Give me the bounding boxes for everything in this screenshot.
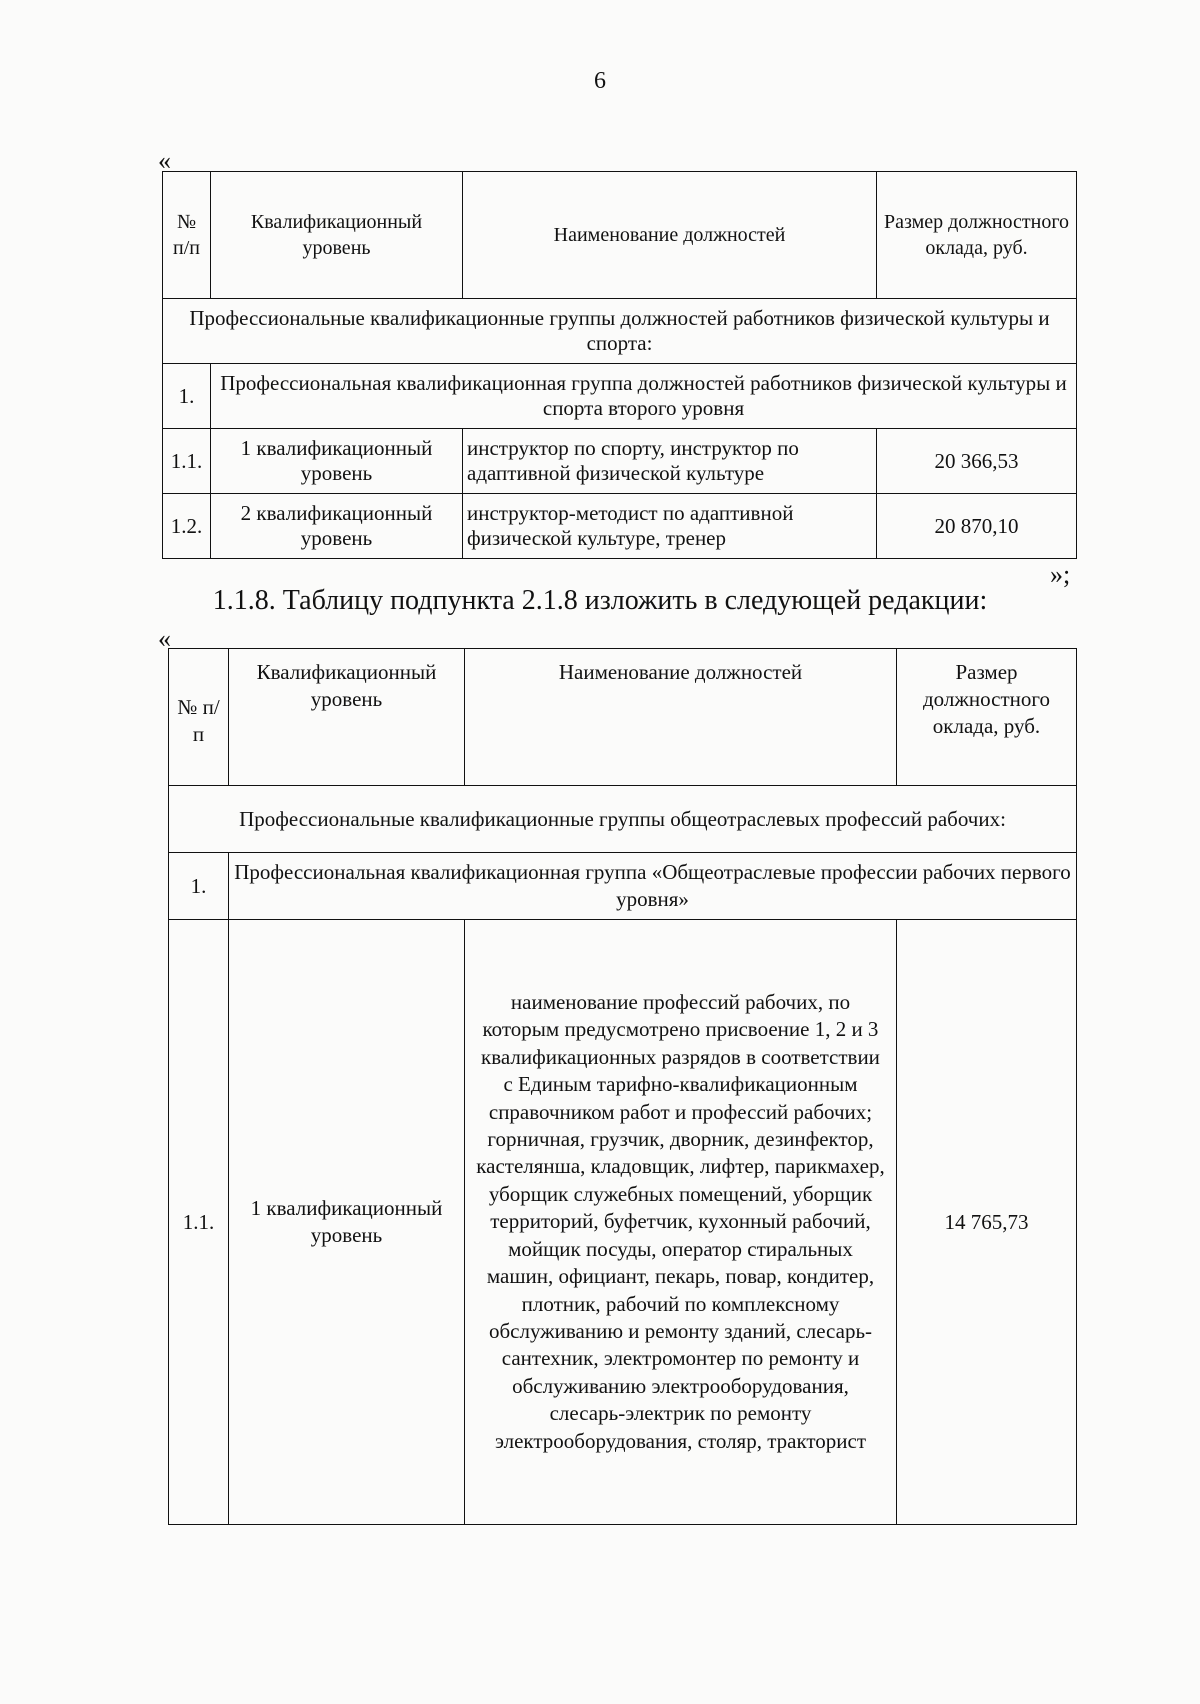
header-num: № п/п: [169, 649, 229, 786]
table-row: [169, 920, 1077, 1525]
subgroup-row: [163, 364, 1077, 429]
header-positions: Наименование должностей: [463, 172, 877, 299]
group-row: [169, 786, 1077, 853]
page-number: 6: [594, 68, 606, 94]
open-quote-2: «: [158, 624, 171, 653]
row-level: 2 квалификационный уровень: [211, 494, 463, 559]
row-positions: инструктор по спорту, инструктор по адаптивной физической культуре: [463, 429, 877, 494]
header-level: Квалификационный уровень: [211, 172, 463, 299]
subgroup-row: [169, 853, 1077, 920]
group-title: Профессиональные квалификационные группы должностей работников физической культуры и спорта:: [163, 299, 1077, 364]
group-title: Профессиональные квалификационные группы общеотраслевых профессий рабочих:: [169, 786, 1077, 853]
subgroup-num: 1.: [169, 853, 229, 920]
header-positions: Наименование должностей: [465, 649, 897, 786]
group-row: [163, 299, 1077, 364]
header-level: Квалификационный уровень: [229, 649, 465, 786]
open-quote-1: «: [158, 146, 171, 175]
row-num: 1.1.: [163, 429, 211, 494]
row-positions: наименование профессий рабочих, по которым предусмотрено присвоение 1, 2 и 3 квалификационных разрядов в соответствии с Единым тарифно-квалификационным справочником работ и профессий рабочих; горничная, грузчик, дворник, дезинфектор, кастелянша, кладовщик, лифтер, парикмахер, уборщик служебных помещений, уборщик территорий, буфетчик, кухонный рабочий, мойщик посуды, оператор стиральных машин, официант, пекарь, повар, кондитер, плотник, рабочий по комплексному обслуживанию и ремонту зданий, слесарь-сантехник, электромонтер по ремонту и обслуживанию электрооборудования, слесарь-электрик по ремонту электрооборудования, столяр, тракторист: [465, 920, 897, 1525]
row-salary: 20 870,10: [877, 494, 1077, 559]
table-header-row: [169, 649, 1077, 786]
row-positions: инструктор-методист по адаптивной физической культуре, тренер: [463, 494, 877, 559]
row-num: 1.1.: [169, 920, 229, 1525]
row-salary: 14 765,73: [897, 920, 1077, 1525]
subgroup-title: Профессиональная квалификационная группа должностей работников физической культуры и спорта второго уровня: [211, 364, 1077, 429]
table-header-row: [163, 172, 1077, 299]
row-salary: 20 366,53: [877, 429, 1077, 494]
table-pe-positions: [162, 171, 1077, 559]
table-row: [163, 429, 1077, 494]
close-quote: »;: [1050, 560, 1071, 589]
subgroup-title: Профессиональная квалификационная группа «Общеотраслевые профессии рабочих первого уровня»: [229, 853, 1077, 920]
row-level: 1 квалификационный уровень: [211, 429, 463, 494]
header-salary: Размер должностного оклада, руб.: [877, 172, 1077, 299]
row-level: 1 квалификационный уровень: [229, 920, 465, 1525]
header-salary: Размер должностного оклада, руб.: [897, 649, 1077, 786]
header-num: № п/п: [163, 172, 211, 299]
table-row: [163, 494, 1077, 559]
table-worker-professions: [168, 648, 1077, 1525]
row-num: 1.2.: [163, 494, 211, 559]
section-heading: 1.1.8. Таблицу подпункта 2.1.8 изложить в следующей редакции:: [212, 585, 988, 616]
subgroup-num: 1.: [163, 364, 211, 429]
